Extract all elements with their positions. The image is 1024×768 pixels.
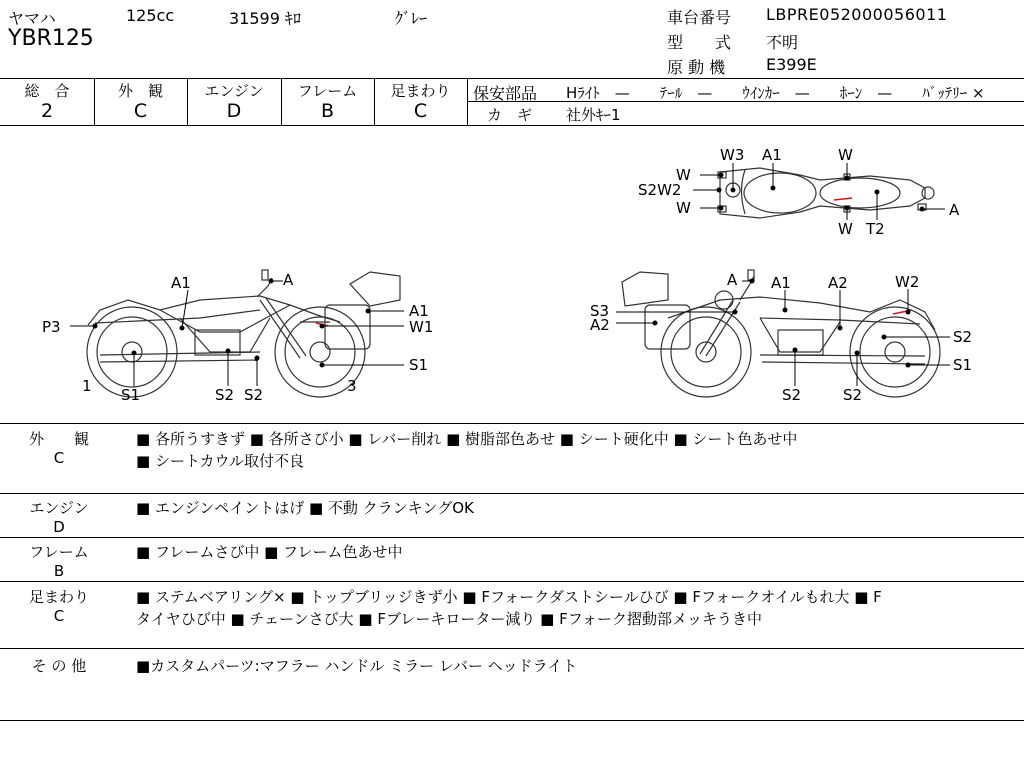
remarks-frame-label: フレーム <box>29 543 89 561</box>
remarks-engine-line-1: ■ エンジンペイントはげ ■ 不動 クランキングOK <box>136 499 474 517</box>
engine-type-value: E399E <box>766 55 817 74</box>
remarks-exterior-label: 外 観 <box>28 430 89 448</box>
exterior-grade: C <box>133 100 148 122</box>
label-top-w3: W3 <box>720 146 745 164</box>
label-left-a1-tank: A1 <box>171 274 191 292</box>
damage-diagram <box>0 126 1024 423</box>
label-left-3: 3 <box>347 377 357 395</box>
remarks-engine-label: エンジン <box>29 499 89 517</box>
remarks-engine-grade: D <box>53 518 65 536</box>
label-right-s1: S1 <box>953 356 973 374</box>
remarks-exterior-grade: C <box>53 449 65 467</box>
label-top-a1: A1 <box>762 146 782 164</box>
engine-type-label: 原 動 機 <box>667 58 726 77</box>
remarks-suspension-label: 足まわり <box>28 588 89 606</box>
label-right-a-mirror: A <box>727 271 738 289</box>
key-label: カ ギ <box>487 106 533 124</box>
frame-grade-label: フレーム <box>297 82 358 100</box>
label-left-p3: P3 <box>42 318 61 336</box>
exterior-grade-label: 外 観 <box>117 82 163 100</box>
suspension-grade: C <box>413 100 428 122</box>
label-top-s2w2: S2W2 <box>638 181 682 199</box>
model-name: YBR125 <box>8 26 94 51</box>
label-right-s2-mid: S2 <box>843 386 863 404</box>
damage-marks-red <box>316 198 912 326</box>
engine-grade-label: エンジン <box>204 82 264 100</box>
color: ｸﾞﾚｰ <box>395 9 428 28</box>
model-type-value: 不明 <box>766 33 799 52</box>
remarks-suspension-line-1: ■ ステムベアリング× ■ トップブリッジきず小 ■ Fフォークダストシールひび ■ Fフォークオイルもれ大 ■ F <box>136 588 882 606</box>
remarks-suspension-line-2: タイヤひび中 ■ チェーンさび大 ■ Fブレーキローター減り ■ Fフォーク摺動部メッキうき中 <box>136 610 762 628</box>
remarks-divider <box>0 648 1024 649</box>
remarks-divider <box>0 493 1024 494</box>
label-left-s1: S1 <box>121 386 141 404</box>
engine-grade: D <box>226 100 242 122</box>
label-top-w-b: W <box>676 199 691 217</box>
remarks-bottom-border <box>0 720 1024 721</box>
remarks-top-border <box>0 423 1024 424</box>
label-right-a1-tank: A1 <box>771 274 791 292</box>
label-left-s2-b: S2 <box>244 386 264 404</box>
label-left-s1-right: S1 <box>409 356 429 374</box>
label-right-s3: S3 <box>590 302 610 320</box>
label-top-w-c: W <box>838 146 853 164</box>
label-top-w-d: W <box>838 220 853 238</box>
remarks-divider <box>0 581 1024 582</box>
remarks-other-label: そ の 他 <box>31 657 87 675</box>
safety-parts-status: Hﾗｲﾄ — ﾃｰﾙ — ｳｲﾝｶｰ — ﾎｰﾝ — ﾊﾞｯﾃﾘｰ × <box>566 84 985 102</box>
grade-col-divider <box>467 78 468 125</box>
label-left-1: 1 <box>82 377 92 395</box>
remarks-frame-grade: B <box>53 562 65 580</box>
displacement: 125cc <box>126 6 175 25</box>
frame-grade: B <box>320 100 335 122</box>
label-right-a2-side: A2 <box>828 274 848 292</box>
remarks-other-line-1: ■カスタムパーツ:マフラー ハンドル ミラー レバー ヘッドライト <box>136 657 578 675</box>
motorcycle-top-view <box>718 168 934 218</box>
label-left-a-mirror: A <box>283 271 294 289</box>
label-right-a2-bag: A2 <box>590 316 610 334</box>
label-left-a1-bag: A1 <box>409 302 429 320</box>
remarks-divider <box>0 537 1024 538</box>
label-left-w1: W1 <box>409 318 434 336</box>
label-right-s2-tail: S2 <box>953 328 973 346</box>
remarks-exterior-line-1: ■ 各所うすきず ■ 各所さび小 ■ レバー削れ ■ 樹脂部色あせ ■ シート硬化中 ■ シート色あせ中 <box>136 430 798 448</box>
label-left-s2-a: S2 <box>215 386 235 404</box>
model-type-label: 型 式 <box>667 33 732 52</box>
frame-number: LBPRE052000056011 <box>766 5 948 24</box>
label-top-w-a: W <box>676 166 691 184</box>
safety-parts-label: 保安部品 <box>473 84 538 103</box>
label-top-a: A <box>949 201 960 219</box>
frame-number-label: 車台番号 <box>667 8 732 27</box>
remarks-suspension-grade: C <box>53 607 65 625</box>
suspension-grade-label: 足まわり <box>390 82 451 100</box>
key-value: 社外ｷｰ1 <box>566 106 621 124</box>
table-top-border <box>0 78 1024 79</box>
label-top-t2: T2 <box>866 220 885 238</box>
label-right-s2-left: S2 <box>782 386 802 404</box>
mileage: 31599 ｷﾛ <box>229 9 301 28</box>
maker: ヤマハ <box>8 9 56 28</box>
remarks-exterior-line-2: ■ シートカウル取付不良 <box>136 452 305 470</box>
overall-grade: 2 <box>40 100 54 122</box>
label-right-w2: W2 <box>895 273 920 291</box>
remarks-frame-line-1: ■ フレームさび中 ■ フレーム色あせ中 <box>136 543 403 561</box>
overall-grade-label: 総 合 <box>24 82 70 100</box>
